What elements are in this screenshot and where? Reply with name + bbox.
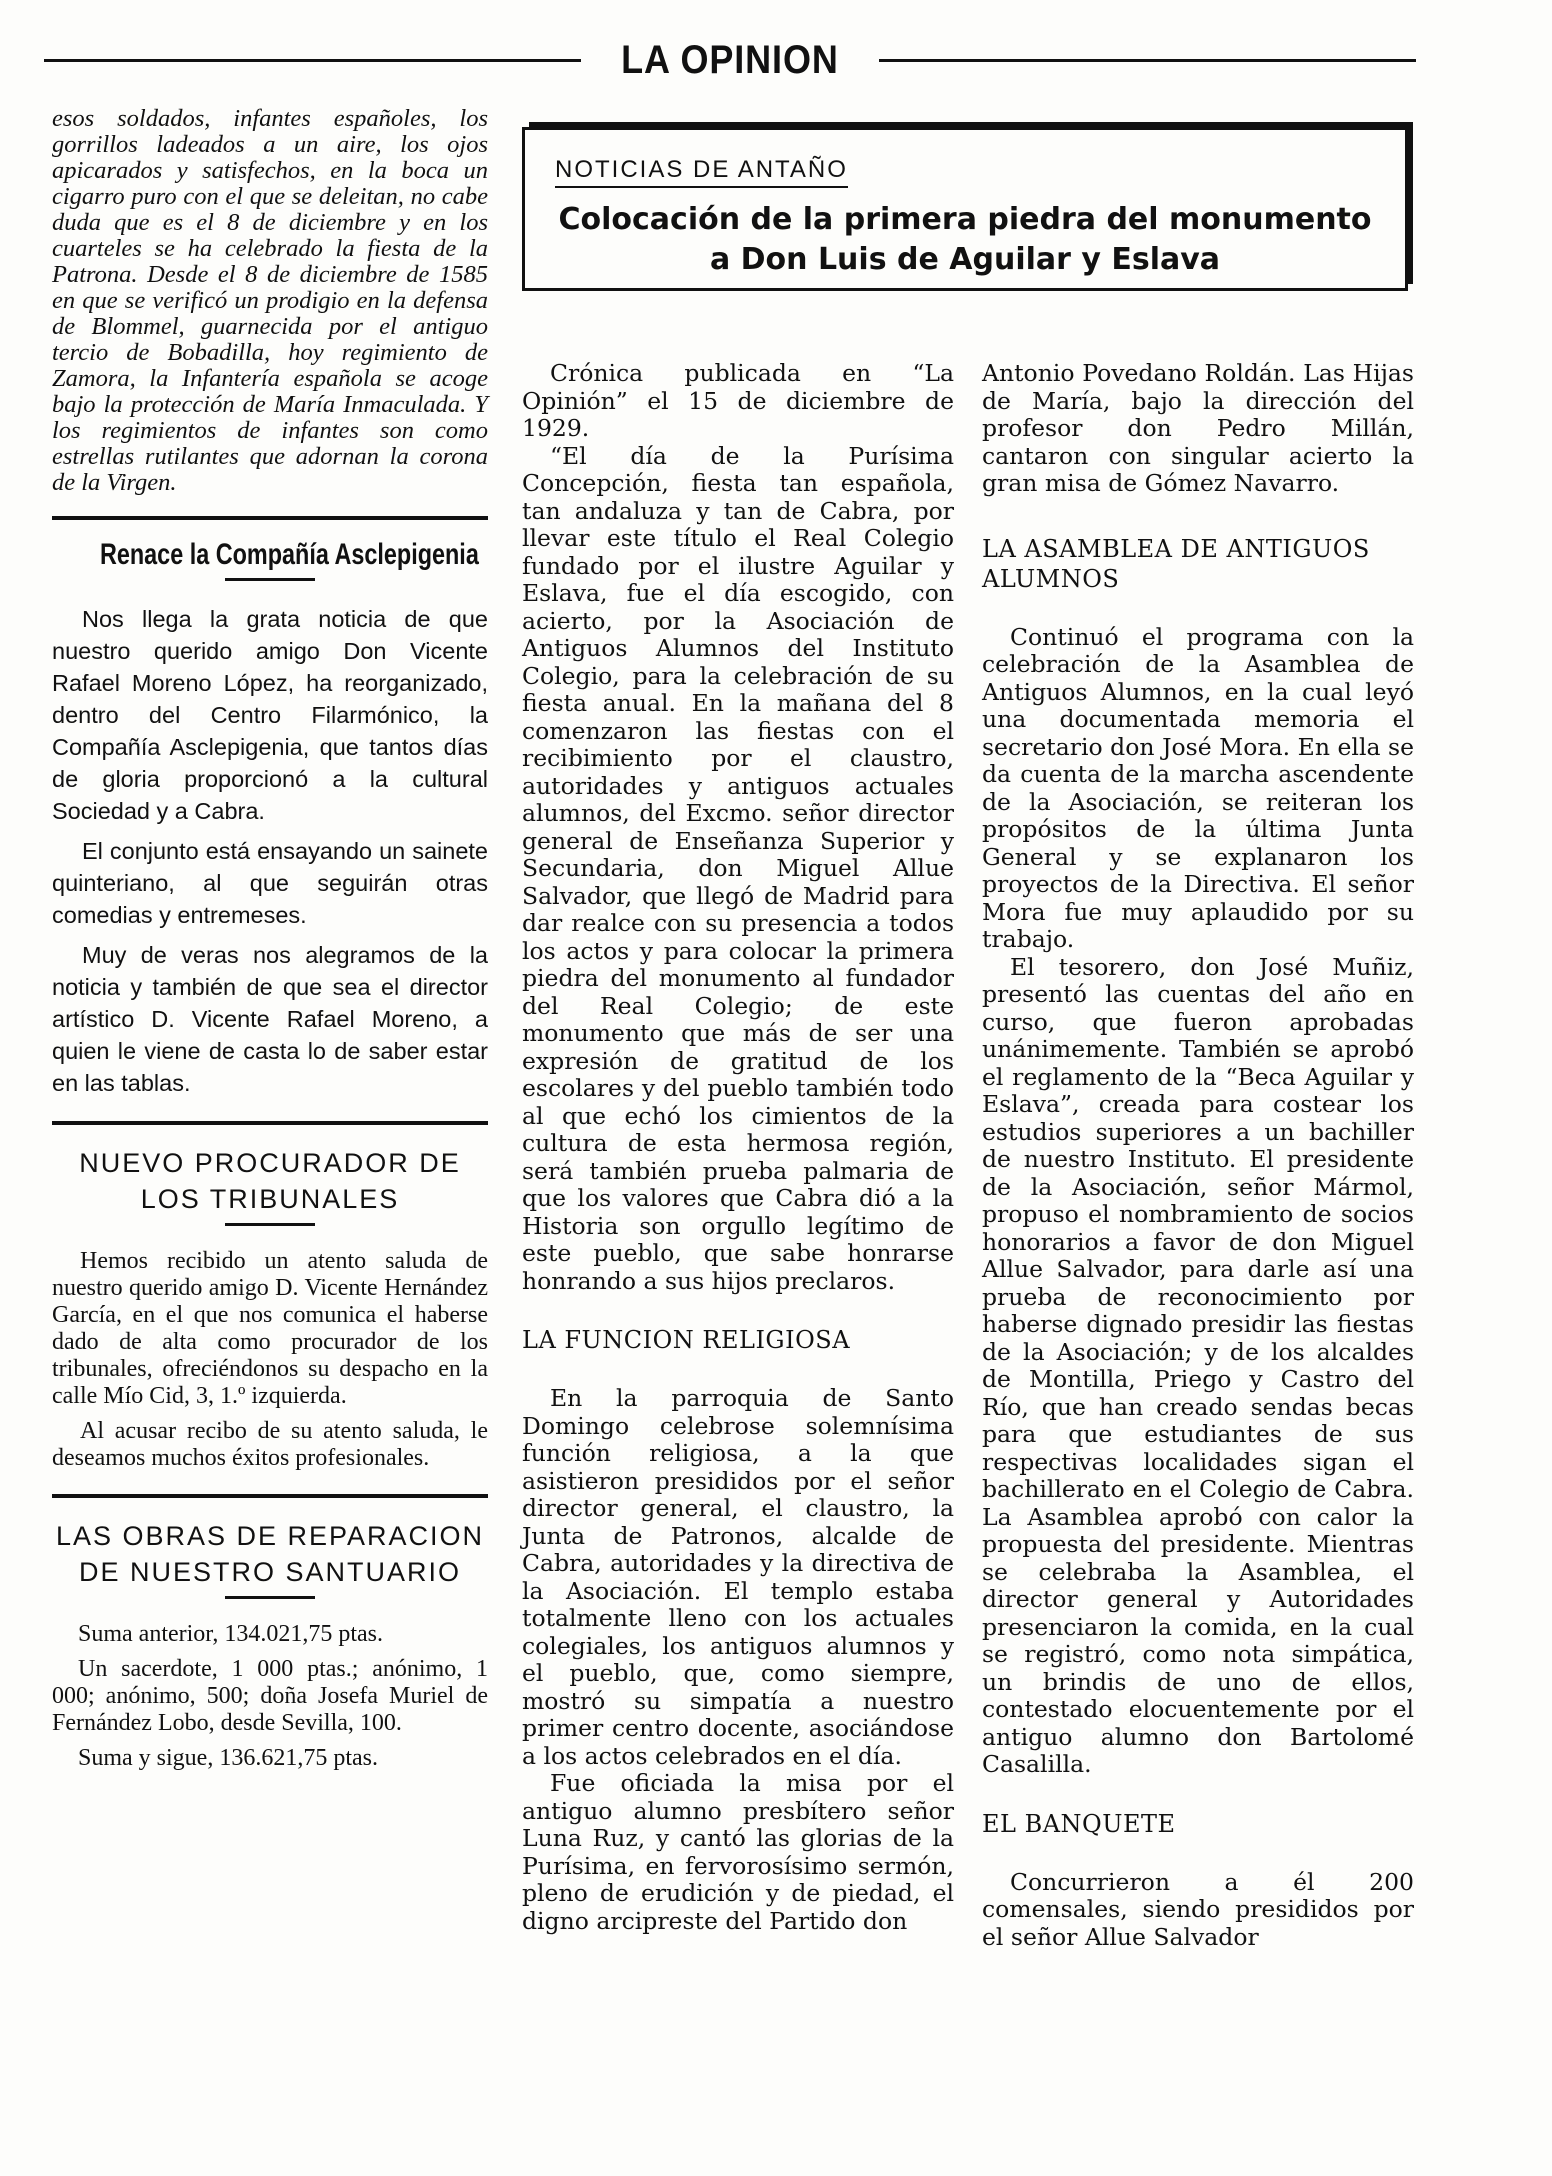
compania-paragraph: Muy de veras nos alegramos de la noticia y también de que sea el director artístico D. Vicente Rafael Moreno, a quien le viene de casta lo de saber estar en las tablas. bbox=[52, 942, 488, 1096]
section-divider bbox=[52, 1121, 488, 1125]
compania-body bbox=[52, 603, 488, 1099]
compania-paragraph: Nos llega la grata noticia de que nuestro querido amigo Don Vicente Rafael Moreno López, ha reorganizado, dentro del Centro Filarmónico, la Compañía Asclepigenia, que tantos días de gloria proporcionó a la cultural Sociedad y a Cabra. bbox=[52, 606, 488, 824]
masthead-rule-right bbox=[879, 59, 1416, 62]
title-underline bbox=[225, 578, 315, 581]
intro-italic-text: esos soldados, infantes españoles, los gorrillos ladeados a un aire, los ojos apicarados y satisfechos, en la boca un cigarro puro con el que se deleitan, no cabe duda que es el 8 de diciembre y en los cuarteles se ha celebrado la fiesta de la Patrona. Desde el 8 de diciembre de 1585 en que se verificó un prodigio en la defensa de Blommel, guarnecida por el antiguo tercio de Bobadilla, hoy regimiento de Zamora, la Infantería española se acoge bajo la protección de María Inmaculada. Y los regimientos de infantes son como estrellas rutilantes que adornan la corona de la Virgen. bbox=[52, 105, 488, 496]
article-paragraph: Fue oficiada la misa por el antiguo alumno presbítero señor Luna Ruz, y cantó las glorias de la Purísima, en fervorosísimo sermón, pleno de erudición y de piedad, el digno arcipreste del Partido don bbox=[522, 1769, 954, 1935]
subhead-banquete: EL BANQUETE bbox=[982, 1809, 1176, 1838]
masthead-rule-left bbox=[44, 59, 581, 62]
left-column bbox=[52, 106, 488, 1780]
procurador-body bbox=[52, 1248, 488, 1472]
article-paragraph: “El día de la Purísima Concepción, fiesta tan española, tan andaluza y tan de Cabra, por llevar este título el Real Colegio fundado por el ilustre Aguilar y Eslava, fue el día escogido, con acierto, por la Asociación de Antiguos Alumnos del Instituto Colegio, para la celebración de su fiesta anual. En la mañana del 8 comenzaron las fiestas con el recibimiento por el claustro, autoridades y antiguos actuales alumnos, del Excmo. señor director general de Enseñanza Superior y Secundaria, don Miguel Allue Salvador, que llegó de Madrid para dar realce con su presencia a todos los actos y para colocar la primera piedra del monumento al fundador del Real Colegio; de este monumento que más de ser una expresión de gratitud de los escolares y del pueblo también todo al que echó los cimientos de la cultura de esta hermosa región, será también prueba palmaria de que los valores que Cabra dió a la Historia son orgullo legítimo de este pueblo, que sabe honrarse honrando a sus hijos preclaros. bbox=[522, 441, 954, 1295]
title-underline bbox=[225, 1596, 315, 1599]
santuario-paragraph: Suma anterior, 134.021,75 ptas. bbox=[78, 1621, 383, 1647]
headline-box bbox=[522, 127, 1408, 291]
headline-kicker: NOTICIAS DE ANTAÑO bbox=[555, 156, 848, 188]
santuario-paragraph: Un sacerdote, 1 000 ptas.; anónimo, 1 000; anónimo, 500; doña Josefa Muriel de Fernández Lobo, desde Sevilla, 100. bbox=[52, 1656, 488, 1736]
procurador-title: NUEVO PROCURADOR DE LOS TRIBUNALES bbox=[79, 1148, 461, 1214]
article-right-column bbox=[982, 360, 1414, 1951]
article-paragraph: Continuó el programa con la celebración de la Asamblea de Antiguos Alumnos, en la cual leyó una documentada memoria el secretario don José Mora. En ella se da cuenta de la marcha ascendente de la Asociación, se reiteran los propósitos de la última Junta General y se explanaron los proyectos de la Directiva. El señor Mora fue muy aplaudido por su trabajo. bbox=[982, 622, 1414, 953]
title-underline bbox=[225, 1223, 315, 1226]
procurador-paragraph: Al acusar recibo de su atento saluda, le deseamos muchos éxitos profesionales. bbox=[52, 1418, 488, 1471]
procurador-paragraph: Hemos recibido un atento saluda de nuestro querido amigo D. Vicente Hernández García, en el que nos comunica el haberse dado de alta como procurador de los tribunales, ofreciéndonos su despacho en la calle Mío Cid, 3, 1.º izquierda. bbox=[52, 1248, 488, 1409]
santuario-title: LAS OBRAS DE REPARACION DE NUESTRO SANTUARIO bbox=[55, 1521, 485, 1587]
article-paragraph: El tesorero, don José Muñiz, presentó las cuentas del año en curso, que fueron aprobadas unánimemente. También se aprobó el reglamento de la “Beca Aguilar y Eslava”, creada para costear los estudios superiores a un bachiller de nuestro Instituto. El presidente de la Asociación, señor Mármol, propuso el nombramiento de socios honorarios a favor de don Miguel Allue Salvador, para darle así una prueba de reconocimiento por haberse dignado presidir las fiestas de la Asociación; y de los alcaldes de Montilla, Priego y Castro del Río, que han creado sendas becas para que estudiantes de sus respectivas localidades sigan el bachillerato en el Colegio de Cabra. La Asamblea aprobó con calor la propuesta del presidente. Mientras se celebraba la Asamblea, el director general y Autoridades presenciaron la comida, en la cual se registró, como nota simpática, un brindis de uno de ellos, contestado elocuentemente por el antiguo alumno don Bartolomé Casalilla. bbox=[982, 952, 1414, 1778]
article-paragraph: En la parroquia de Santo Domingo celebrose solemnísima función religiosa, a la que asistieron presididos por el señor director general, el claustro, la Junta de Patronos, alcalde de Cabra, autoridades y la directiva de la Asociación. El templo estaba totalmente lleno con los actuales colegiales, los antiguos alumnos y el pueblo, que, como siempre, mostró su simpatía a nuestro primer centro docente, asociándose a los actos celebrados en el día. bbox=[522, 1384, 954, 1770]
compania-paragraph: El conjunto está ensayando un sainete quinteriano, al que seguirán otras comedias y entremeses. bbox=[52, 838, 488, 928]
santuario-body bbox=[52, 1621, 488, 1772]
masthead bbox=[44, 30, 1416, 90]
article-paragraph: Concurrieron a él 200 comensales, siendo presididos por el señor Allue Salvador bbox=[982, 1867, 1414, 1951]
masthead-title: LA OPINION bbox=[621, 37, 839, 82]
article-middle-column bbox=[522, 360, 954, 1935]
subhead-funcion-religiosa: LA FUNCION RELIGIOSA bbox=[522, 1326, 851, 1354]
article-paragraph: Antonio Povedano Roldán. Las Hijas de María, bajo la dirección del profesor don Pedro Millán, cantaron con singular acierto la gran misa de Gómez Navarro. bbox=[982, 359, 1414, 497]
headline-title: Colocación de la primera piedra del monumento a Don Luis de Aguilar y Eslava bbox=[558, 202, 1372, 277]
compania-title: Renace la Compañía Asclepigenia bbox=[99, 538, 479, 571]
santuario-paragraph: Suma y sigue, 136.621,75 ptas. bbox=[78, 1745, 378, 1771]
subhead-asamblea: LA ASAMBLEA DE ANTIGUOS ALUMNOS bbox=[982, 534, 1370, 593]
section-divider bbox=[52, 516, 488, 520]
section-divider bbox=[52, 1494, 488, 1498]
article-paragraph: Crónica publicada en “La Opinión” el 15 de diciembre de 1929. bbox=[522, 359, 954, 442]
